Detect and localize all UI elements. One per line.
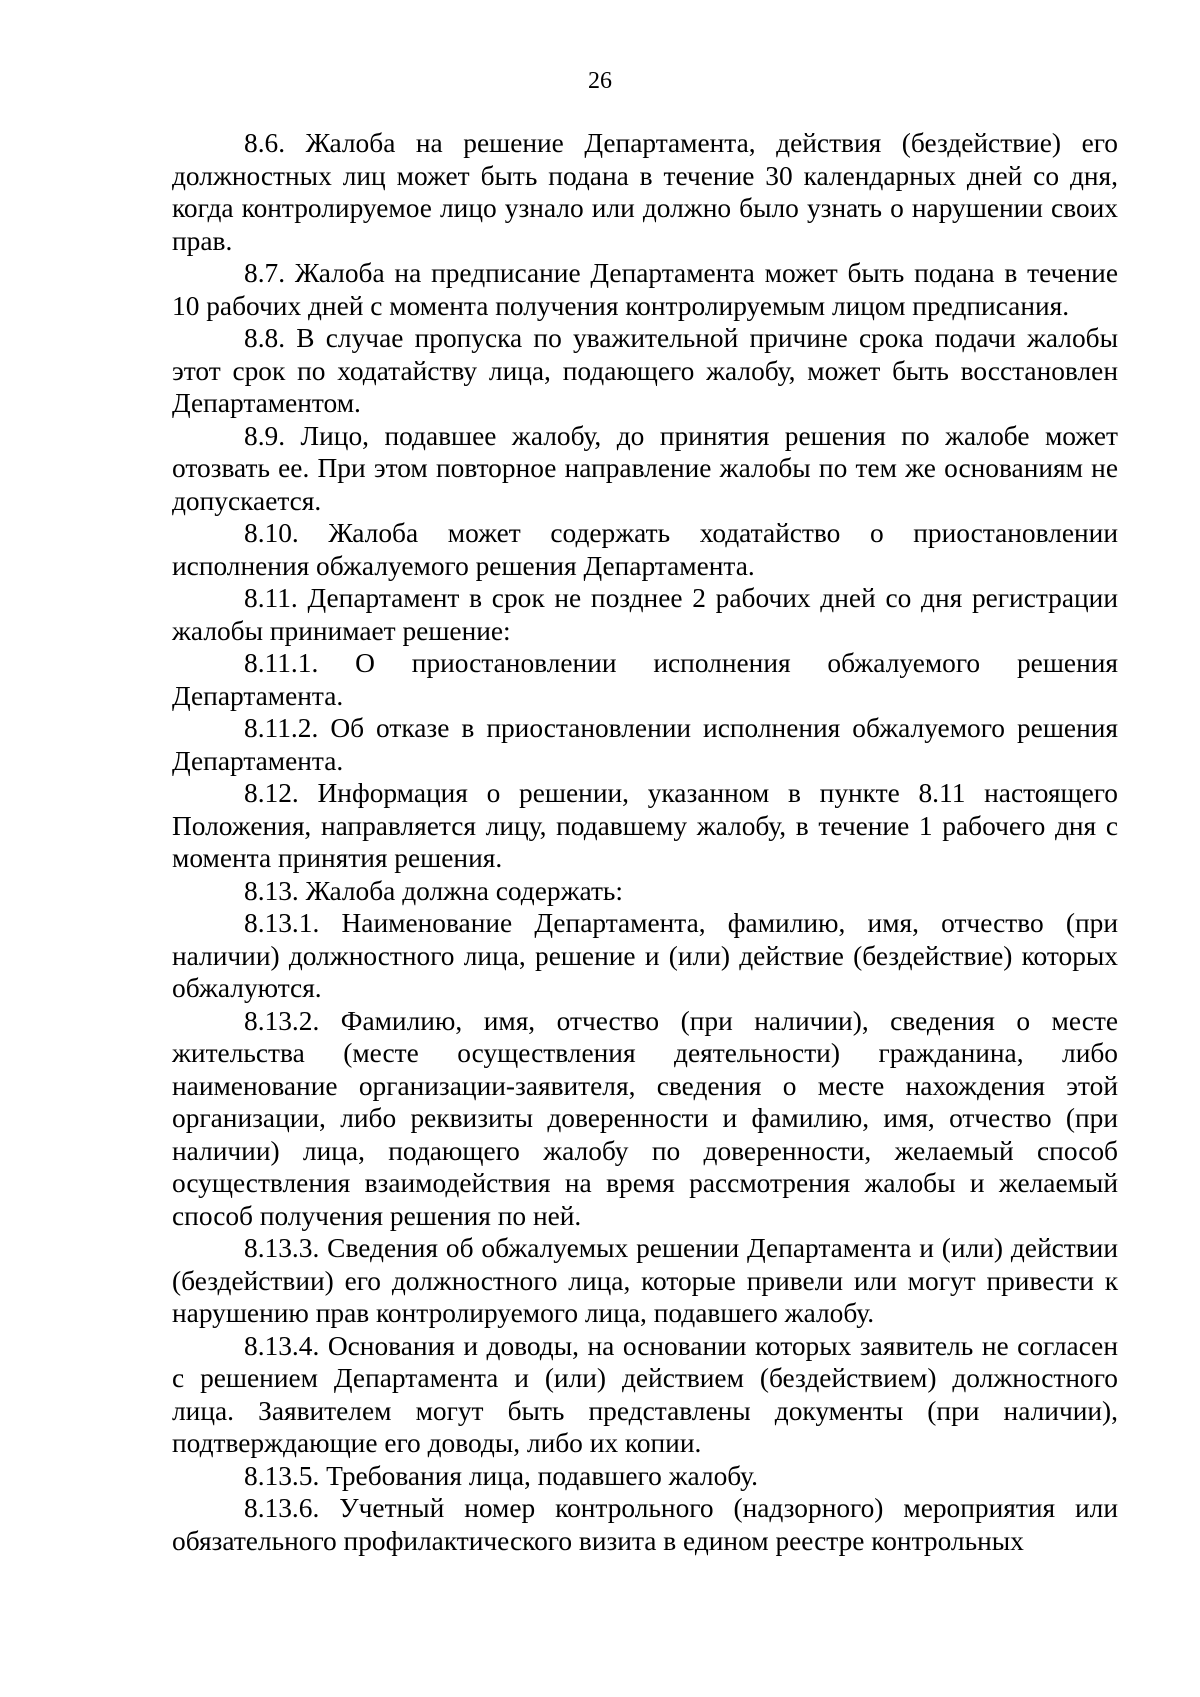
paragraph-8-6: 8.6. Жалоба на решение Департамента, действия (бездействие) его должностных лиц может быть подана в течение 30 календарных дней со дня, когда контролируемое лицо узнало или должно было узнать о нарушении своих прав. [172,128,1118,256]
paragraph-8-13: 8.13. Жалоба должна содержать: [244,875,624,906]
paragraph-8-13-1: 8.13.1. Наименование Департамента, фамилию, имя, отчество (при наличии) должностного лица, решение и (или) действие (бездействие) которых обжалуются. [172,908,1118,1003]
paragraph-8-13-5: 8.13.5. Требования лица, подавшего жалобу. [244,1460,758,1491]
paragraph-8-12: 8.12. Информация о решении, указанном в пункте 8.11 настоящего Положения, направляется лицу, подавшему жалобу, в течение 1 рабочего дня с момента принятия решения. [172,778,1118,873]
paragraph-8-11: 8.11. Департамент в срок не позднее 2 рабочих дней со дня регистрации жалобы принимает решение: [172,583,1118,646]
paragraph-8-13-6: 8.13.6. Учетный номер контрольного (надзорного) мероприятия или обязательного профилактического визита в едином реестре контрольных [172,1493,1118,1556]
paragraph-8-13-4: 8.13.4. Основания и доводы, на основании которых заявитель не согласен с решением Департамента и (или) действием (бездействием) должностного лица. Заявителем могут быть представлены документы (при наличии), подтверждающие его доводы, либо их копии. [172,1330,1118,1458]
paragraph-8-13-3: 8.13.3. Сведения об обжалуемых решении Департамента и (или) действии (бездействии) его должностного лица, которые привели или могут привести к нарушению прав контролируемого лица, подавшего жалобу. [172,1233,1118,1328]
paragraph-8-7: 8.7. Жалоба на предписание Департамента может быть подана в течение 10 рабочих дней с момента получения контролируемым лицом предписания. [172,258,1118,321]
paragraph-8-8: 8.8. В случае пропуска по уважительной причине срока подачи жалобы этот срок по ходатайству лица, подающего жалобу, может быть восстановлен Департаментом. [172,323,1118,418]
paragraph-8-9: 8.9. Лицо, подавшее жалобу, до принятия решения по жалобе может отозвать ее. При этом повторное направление жалобы по тем же основаниям не допускается. [172,420,1118,516]
paragraph-8-13-2: 8.13.2. Фамилию, имя, отчество (при наличии), сведения о месте жительства (месте осуществления деятельности) гражданина, либо наименование организации-заявителя, сведения о месте нахождения этой организации, либо реквизиты доверенности и фамилию, имя, отчество (при наличии) лица, подающего жалобу по доверенности, желаемый способ осуществления взаимодействия на время рассмотрения жалобы и желаемый способ получения решения по ней. [172,1005,1118,1231]
document-body [172,127,1118,1557]
paragraph-8-11-2: 8.11.2. Об отказе в приостановлении исполнения обжалуемого решения Департамента. [172,713,1118,776]
page-number: 26 [588,68,612,94]
paragraph-8-10: 8.10. Жалоба может содержать ходатайство о приостановлении исполнения обжалуемого решения Департамента. [172,518,1118,581]
paragraph-8-11-1: 8.11.1. О приостановлении исполнения обжалуемого решения Департамента. [172,648,1118,711]
